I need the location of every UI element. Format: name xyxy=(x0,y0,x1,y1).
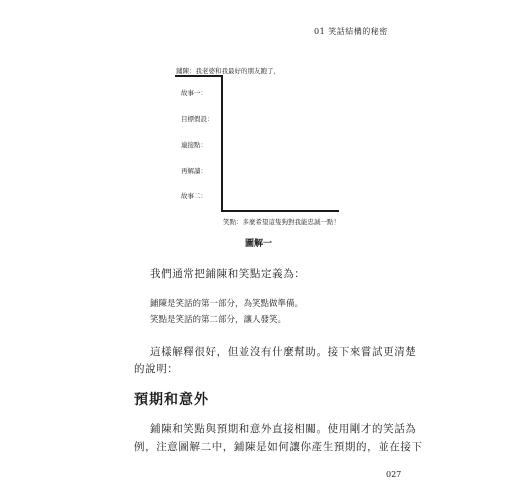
section-heading: 預期和意外 xyxy=(134,392,209,408)
quote-line: 笑點是笑話的第二部分，讓人發笑。 xyxy=(150,315,287,325)
page-number: 027 xyxy=(386,470,402,479)
figure-caption: 圖解一 xyxy=(245,239,273,249)
target-assumption-label: 目標假設： xyxy=(181,115,214,123)
intro-text: 我們通常把鋪陳和笑點定義為： xyxy=(150,268,306,280)
setup-label: 鋪陳：我老婆和我最好的朋友跑了， xyxy=(176,67,280,75)
paragraph-line: 的說明： xyxy=(134,363,179,375)
paragraph-line: 鋪陳和笑點與預期和意外直接相關。使用剛才的笑話為 xyxy=(150,423,417,435)
punchline-label: 笑點：多麼希望這隻狗對我能忠誠一點！ xyxy=(223,218,340,226)
story-one-label: 故事一： xyxy=(181,89,207,97)
running-header: 01 笑話結構的秘密 xyxy=(314,27,388,36)
connector-label: 連接點： xyxy=(181,141,207,149)
divider-line xyxy=(221,75,223,212)
reinterpretation-label: 再解讀： xyxy=(181,167,207,175)
story-two-label: 故事二： xyxy=(181,192,207,200)
paragraph-line: 例，注意圖解二中，鋪陳是如何讓你產生預期的，並在接下 xyxy=(134,441,423,453)
punchline-line xyxy=(221,210,339,212)
paragraph-line: 這樣解釋很好，但並沒有什麼幫助。接下來嘗試更清楚 xyxy=(150,346,417,358)
quote-line: 鋪陳是笑話的第一部分，為笑點做準備。 xyxy=(150,299,304,309)
setup-line xyxy=(175,75,222,77)
